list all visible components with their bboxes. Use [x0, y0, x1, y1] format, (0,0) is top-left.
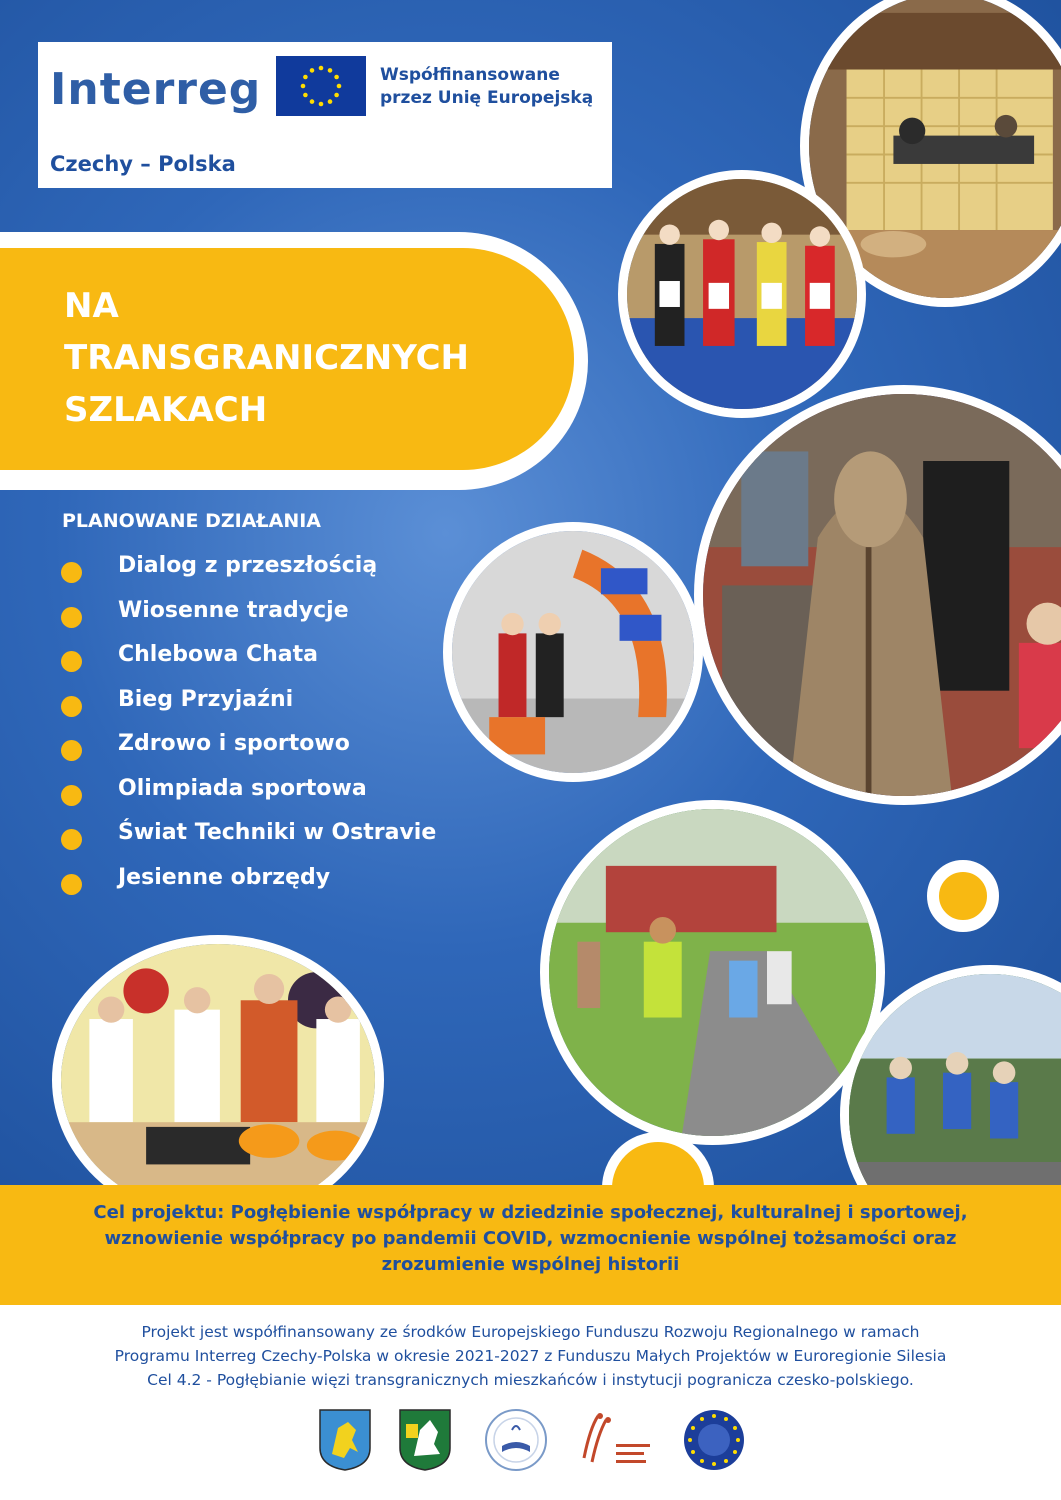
activity-label: Chlebowa Chata: [118, 642, 318, 667]
poster-title: [64, 280, 469, 436]
bullet-icon: [61, 874, 82, 895]
title-line2: TRANSGRANICZNYCH: [64, 338, 470, 378]
coat-of-arms-lion-icon: [318, 1408, 372, 1472]
project-goal: [40, 1200, 1021, 1278]
bullet-icon: [61, 562, 82, 583]
school-podstawowa-logo-icon: [484, 1408, 548, 1472]
bullet-icon: [61, 607, 82, 628]
bullet-icon: [61, 696, 82, 717]
euroregion-silesia-logo-icon: [682, 1408, 746, 1472]
bullet-icon: [61, 740, 82, 761]
interreg-logo-box: [38, 42, 612, 188]
goal-line2: wznowienie współpracy po pandemii COVID, wzmocnienie wspólnej tożsamości oraz: [104, 1228, 957, 1249]
title-line3: SZLAKACH: [64, 390, 268, 430]
photo-technology-exhibit: [443, 522, 703, 782]
funding-statement: [30, 1320, 1031, 1392]
region-label: Czechy – Polska: [50, 152, 236, 176]
activity-label: Świat Techniki w Ostravie: [118, 820, 437, 845]
activity-label: Jesienne obrzędy: [118, 864, 331, 890]
eu-cofinancing-text: [380, 64, 610, 110]
funding-line1: Projekt jest współfinansowany ze środków Europejskiego Funduszu Rozwoju Regionalnego w ramach: [141, 1323, 920, 1341]
interreg-wordmark: Interreg: [50, 64, 262, 115]
zakladni-skola-stonava-logo-icon: [576, 1408, 652, 1472]
activities-heading: PLANOWANE DZIAŁANIA: [62, 510, 321, 532]
goal-line3: zrozumienie wspólnej historii: [381, 1254, 680, 1275]
eu-text-line1: Współfinansowane: [380, 65, 560, 85]
bullet-icon: [61, 785, 82, 806]
photo-running-race: [540, 800, 885, 1145]
bullet-icon: [61, 651, 82, 672]
activity-label: Dialog z przeszłością: [118, 553, 378, 578]
title-line1: NA: [64, 286, 119, 326]
photo-baking-workshop: [52, 935, 384, 1225]
eu-flag-icon: [276, 56, 366, 116]
coat-of-arms-griffin-icon: [398, 1408, 452, 1472]
funding-line3: Cel 4.2 - Pogłębianie więzi transgranicznych mieszkańców i instytucji pogranicza czesko-polskiego.: [147, 1371, 914, 1389]
bullet-icon: [61, 829, 82, 850]
goal-line1: Cel projektu: Pogłębienie współpracy w dziedzinie społecznej, kulturalnej i sportowej,: [93, 1202, 968, 1223]
decorative-circle: [927, 860, 999, 932]
photo-students-diplomas: [618, 170, 866, 418]
eu-text-line2: przez Unię Europejską: [380, 88, 594, 108]
activity-label: Olimpiada sportowa: [118, 775, 367, 801]
activity-label: Bieg Przyjaźni: [118, 686, 294, 712]
funding-line2: Programu Interreg Czechy-Polska w okresie 2021-2027 z Funduszu Małych Projektów w Euroregionie Silesia: [114, 1347, 947, 1365]
activity-label: Zdrowo i sportowo: [118, 731, 350, 756]
activity-label: Wiosenne tradycje: [118, 597, 349, 623]
